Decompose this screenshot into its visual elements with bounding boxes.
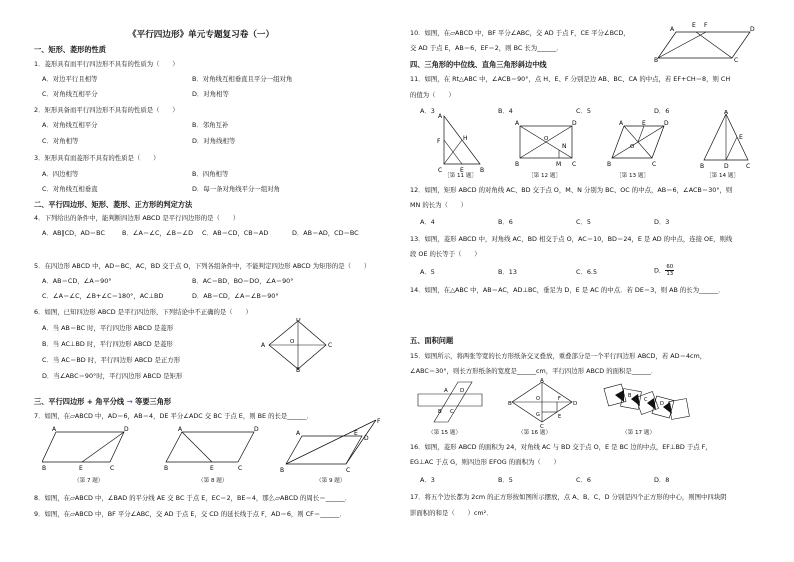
q11-label-a: A: [438, 113, 443, 120]
q6-option-d: D．当∠ABC＝90°时，平行四边形 ABCD 是矩形: [42, 372, 183, 380]
q16-option-a: A．3: [420, 476, 435, 484]
q7-label-a: A: [52, 426, 57, 433]
q7-figure: [42, 424, 134, 472]
q16-line2: EG⊥AC 于点 G，则四边形 EFOG 的面积为（ ）: [410, 458, 560, 466]
q11-label-f: F: [437, 138, 441, 145]
q8-label-a: A: [178, 426, 183, 433]
q2-option-c: C．对角相等: [42, 137, 79, 145]
q13-line2: 段 OE 的长等于（ ）: [410, 250, 481, 258]
q13-label-e: E: [642, 120, 646, 127]
q15-caption: （第 15 题）: [428, 430, 462, 436]
right-column: [410, 0, 770, 562]
q17-label-c: C: [644, 397, 648, 403]
q10-label-c: C: [734, 57, 739, 62]
q11-option-c: C．5: [576, 107, 591, 115]
q6-stem: 6．如图，已知四边形 ABCD 是平行四边形，下列结论中不正确的是（ ）: [34, 308, 252, 316]
q9-label-c: C: [346, 467, 351, 474]
q11-figure: [436, 112, 488, 174]
q13-line1: 13．如图，菱形 ABCD 中，对角线 AC，BD 相交于点 O，AC＝10，BD＝24，E 是 AD 的中点，连接 OE，则线: [410, 235, 733, 243]
q11-line1: 11．如图，在 Rt△ABC 中，∠ACB＝90°，点 H、E、F 分别是边 AB、BC、CA 的中点，若 EF+CH＝8，则 CH: [410, 75, 731, 83]
q6-label-c: C: [328, 342, 333, 349]
q7-label-c: C: [110, 465, 115, 472]
q8-label-d: D: [254, 426, 259, 433]
q16-option-b: B．5: [498, 476, 513, 484]
q13-option-d: [654, 264, 674, 277]
q13-fraction-numerator: 60: [666, 264, 674, 270]
q8-caption: （第 8 题）: [198, 478, 228, 484]
q13-label-c: C: [652, 161, 657, 168]
q10-line2: 交 AD 于点 E，AB＝6，EF＝2，则 BC 长为______．: [410, 44, 563, 52]
q14-label-d: D: [724, 163, 729, 170]
q8-label-b: B: [164, 465, 169, 472]
q6-option-b: B．当 AC⊥BD 时，平行四边形 ABCD 是菱形: [42, 340, 173, 348]
q11-label-b: B: [480, 167, 485, 174]
q7-stem: 7．如图，在▱ABCD 中，AD＝6，AB＝4，DE 平分∠ADC 交 BC 于点 E，则 BE 的长是______．: [34, 412, 313, 420]
q5-stem: 5．在四边形 ABCD 中，AD＝BC，AC，BD 交于点 O，下列各组条件中，不能判定四边形 ABCD 为矩形的是（ ）: [34, 262, 371, 270]
q12-figure: [514, 118, 580, 168]
q13-label-a: A: [619, 120, 624, 127]
q9-label-b: B: [280, 467, 285, 474]
left-column: [28, 0, 390, 562]
q17-caption: （第 17 题）: [622, 430, 656, 436]
q11-label-e: E: [460, 167, 464, 174]
q16-label-d: D: [573, 401, 578, 407]
q12-option-a: A．4: [420, 218, 435, 226]
q12-label-d: D: [572, 120, 577, 127]
q12-line1: 12．如图，矩形 ABCD 的对角线 AC、BD 交于点 O，M、N 分别为 BC、OC 的中点，AB＝6，∠ACB＝30°，则: [410, 186, 733, 194]
q11-option-b: B．4: [498, 107, 513, 115]
q14-label-a: A: [724, 110, 729, 116]
q9-stem: 9．如图，在▱ABCD 中，BF 平分∠ABC，交 AD 于点 E，交 CD 的延长线于点 F，AD＝6，则 CF＝______．: [34, 510, 346, 518]
q2-option-b: B．邻角互补: [192, 121, 229, 129]
q9-label-a: A: [296, 430, 301, 437]
q7-label-b: B: [42, 465, 47, 472]
q16-label-o: O: [536, 396, 540, 402]
q11-line2: 的值为（ ）: [410, 91, 455, 99]
q10-label-b: B: [654, 57, 659, 62]
q17-line2: 影面积的和是（ ）cm²．: [410, 509, 493, 517]
q10-line1: 10．如图，在▱ABCD 中，BF 平分∠ABC，交 AD 于点 F，CE 平分∠BCD，: [410, 29, 630, 37]
q12-option-c: C．5: [576, 218, 591, 226]
q8-figure: [162, 424, 260, 472]
q17-figure: [602, 380, 692, 426]
section-4-heading: 四、三角形的中位线、直角三角形斜边中线: [410, 60, 547, 69]
q8-stem: 8．如图，在▱ABCD 中，∠BAD 的平分线 AE 交 BC 于点 E，EC＝2，BE＝4，那么▱ABCD 的周长＝______．: [34, 494, 352, 502]
q16-label-e: E: [558, 414, 562, 420]
q11-label-c: C: [438, 167, 443, 174]
q4-stem: 4．下列给出的条件中，能判断四边形 ABCD 是平行四边形的是（ ）: [34, 214, 240, 222]
q9-label-e: E: [354, 430, 358, 437]
q16-caption: （第 16 题）: [518, 430, 552, 436]
q16-label-c: C: [540, 424, 544, 428]
q11-option-a: A．3: [420, 107, 435, 115]
section-3-heading: [34, 397, 171, 407]
section-3-heading-part1: 三、平行四边形 + 角平分线: [34, 397, 125, 406]
q4-option-b: B．∠A＝∠C，∠B＝∠D: [122, 229, 194, 237]
q13-fraction-denominator: 13: [666, 271, 674, 277]
q16-line1: 16．如图，菱形 ABCD 的面积为 24，对角线 AC 与 BD 交于点 O，E 是 BC 边的中点，EF⊥BD 于点 F，: [410, 443, 712, 451]
page-title: 《平行四边形》单元专题复习卷（一）: [128, 30, 275, 40]
arrow-right-icon: →: [126, 397, 133, 406]
q13-label-d: D: [664, 120, 669, 127]
q10-label-d: D: [750, 26, 755, 33]
q17-label-d: D: [660, 401, 664, 407]
q6-label-a: A: [261, 342, 266, 349]
section-5-heading: 五、面积问题: [410, 336, 454, 345]
q1-option-c: C．对角线互相平分: [42, 90, 98, 98]
q7-label-d: D: [124, 426, 129, 433]
q15-line1: 15．如图所示，将两张等宽的长方形纸条交叉叠放，重叠部分是一个平行四边形 ABCD，若 AD＝4cm，: [410, 352, 707, 360]
q3-stem: 3．矩形具有而菱形不具有的性质是（ ）: [34, 154, 160, 162]
q9-label-f: F: [377, 418, 381, 425]
q10-label-a: A: [670, 26, 675, 33]
q10-label-f: F: [704, 22, 708, 29]
q10-label-e: E: [692, 22, 696, 29]
q13-option-a: A．5: [420, 268, 435, 276]
q13-figure: [606, 118, 672, 168]
q16-figure: [508, 378, 578, 428]
q17-label-b: B: [628, 393, 632, 399]
section-1-heading: 一、矩形、菱形的性质: [34, 45, 106, 54]
q13-option-d-label: D．: [654, 266, 666, 275]
q15-label-b: B: [438, 409, 442, 415]
q11-option-d: D．6: [654, 107, 670, 115]
q12-line2: MN 的长为（ ）: [410, 201, 468, 209]
q14-label-c: C: [746, 163, 751, 170]
q15-label-d: D: [460, 388, 465, 394]
q7-label-e: E: [79, 465, 83, 472]
q4-option-d: D．AB＝AD，CD＝BC: [292, 229, 359, 237]
q1-option-a: A．对边平行且相等: [42, 75, 98, 83]
q9-caption: （第 9 题）: [316, 478, 346, 484]
q15-label-c: C: [450, 409, 454, 415]
q13-option-c: C．6.5: [576, 268, 598, 276]
q12-label-o: O: [544, 136, 549, 142]
q6-label-b: B: [296, 367, 301, 372]
q15-line2: ∠ABC＝30°，则长方形纸条的宽度是______cm，平行四边形 ABCD 的面积是______．: [410, 367, 658, 375]
q14-caption: ［第 14 题］: [706, 173, 740, 179]
q5-option-a: A．AB＝CD，∠A＝90°: [42, 277, 112, 285]
q5-option-d: D．AB＝CD，∠A＝∠B＝90°: [192, 292, 279, 300]
q12-option-d: D．3: [654, 218, 670, 226]
q1-option-d: D．对角相等: [192, 90, 229, 98]
q6-figure: [260, 318, 338, 372]
q2-option-a: A．对角线互相平分: [42, 121, 98, 129]
q8-label-e: E: [210, 465, 214, 472]
section-3-heading-part2: 等要三角形: [135, 397, 172, 406]
q16-label-a: A: [540, 378, 544, 384]
q15-label-a: A: [444, 388, 448, 394]
q4-option-c: C．AB＝CD，CB＝AD: [202, 229, 269, 237]
q16-label-g: G: [536, 412, 540, 418]
q12-caption: ［第 12 题］: [528, 173, 562, 179]
q12-option-b: B．6: [498, 218, 513, 226]
q1-stem: 1．菱形具有而平行四边形不具有的性质为（ ）: [34, 60, 179, 68]
q2-stem: 2．矩形具备而平行四边形不具有的性质是（ ）: [34, 106, 179, 114]
q2-option-d: D．对角线相等: [192, 137, 236, 145]
q12-label-c: C: [572, 161, 577, 168]
q11-label-h: H: [463, 135, 468, 142]
q1-option-b: B．对角线互相垂直且平分一组对角: [192, 75, 293, 83]
q12-label-a: A: [515, 120, 520, 127]
q6-label-o: O: [290, 339, 295, 345]
q16-option-c: C．6: [576, 476, 591, 484]
q13-option-b: B．13: [498, 268, 517, 276]
q16-label-f: F: [558, 396, 561, 402]
q6-option-a: A．当 AB＝BC 时，平行四边形 ABCD 是菱形: [42, 324, 174, 332]
q15-figure: [416, 378, 486, 426]
q12-label-b: B: [515, 161, 520, 168]
q13-label-o: O: [630, 144, 635, 150]
q14-label-e: E: [739, 134, 743, 141]
q6-option-c: C．当 AC＝BD 时，平行四边形 ABCD 是正方形: [42, 356, 181, 364]
q9-figure: [276, 416, 384, 474]
q12-label-m: M: [556, 161, 562, 168]
q3-option-b: B．四角相等: [192, 170, 229, 178]
q14-stem: 14．如图，在△ABC 中，AB＝AC，AD⊥BC，垂足为 D，E 是 AC 的中点．若 DE＝3，则 AB 的长为______．: [410, 286, 725, 294]
q11-caption: ［第 11 题］: [444, 173, 478, 179]
q17-label-a: A: [612, 389, 616, 395]
q5-option-c: C．∠A＝∠C，∠B+∠C＝180°，AC⊥BD: [42, 292, 164, 300]
q13-label-b: B: [607, 161, 612, 168]
q3-option-a: A．四边相等: [42, 170, 79, 178]
section-2-heading: 二、平行四边形、矩形、菱形、正方形的判定方法: [34, 200, 193, 209]
q3-option-c: C．对角线互相垂直: [42, 185, 98, 193]
q13-caption: ［第 13 题］: [616, 173, 650, 179]
q17-line1: 17．将五个边长都为 2cm 的正方形按如图所示摆放，点 A、B、C、D 分别是四个正方形的中心，则图中四块阴: [410, 493, 727, 501]
q5-option-b: B．AC＝BD，BO＝DO，∠A＝90°: [192, 277, 294, 285]
q16-label-b: B: [508, 401, 512, 407]
q10-figure: [654, 18, 758, 62]
q3-option-d: D．每一条对角线平分一组对角: [192, 185, 280, 193]
q14-figure: [700, 110, 752, 170]
q6-label-d: D: [296, 318, 301, 323]
q9-label-d: D: [364, 435, 369, 442]
q12-label-n: N: [562, 143, 567, 150]
q7-caption: （第 7 题）: [74, 478, 104, 484]
q14-label-b: B: [700, 163, 705, 170]
q16-option-d: D．8: [654, 476, 670, 484]
q4-option-a: A．AB∥CD，AD＝BC: [42, 229, 105, 237]
q8-label-c: C: [238, 465, 243, 472]
q13-option-d-fraction: [665, 264, 674, 277]
